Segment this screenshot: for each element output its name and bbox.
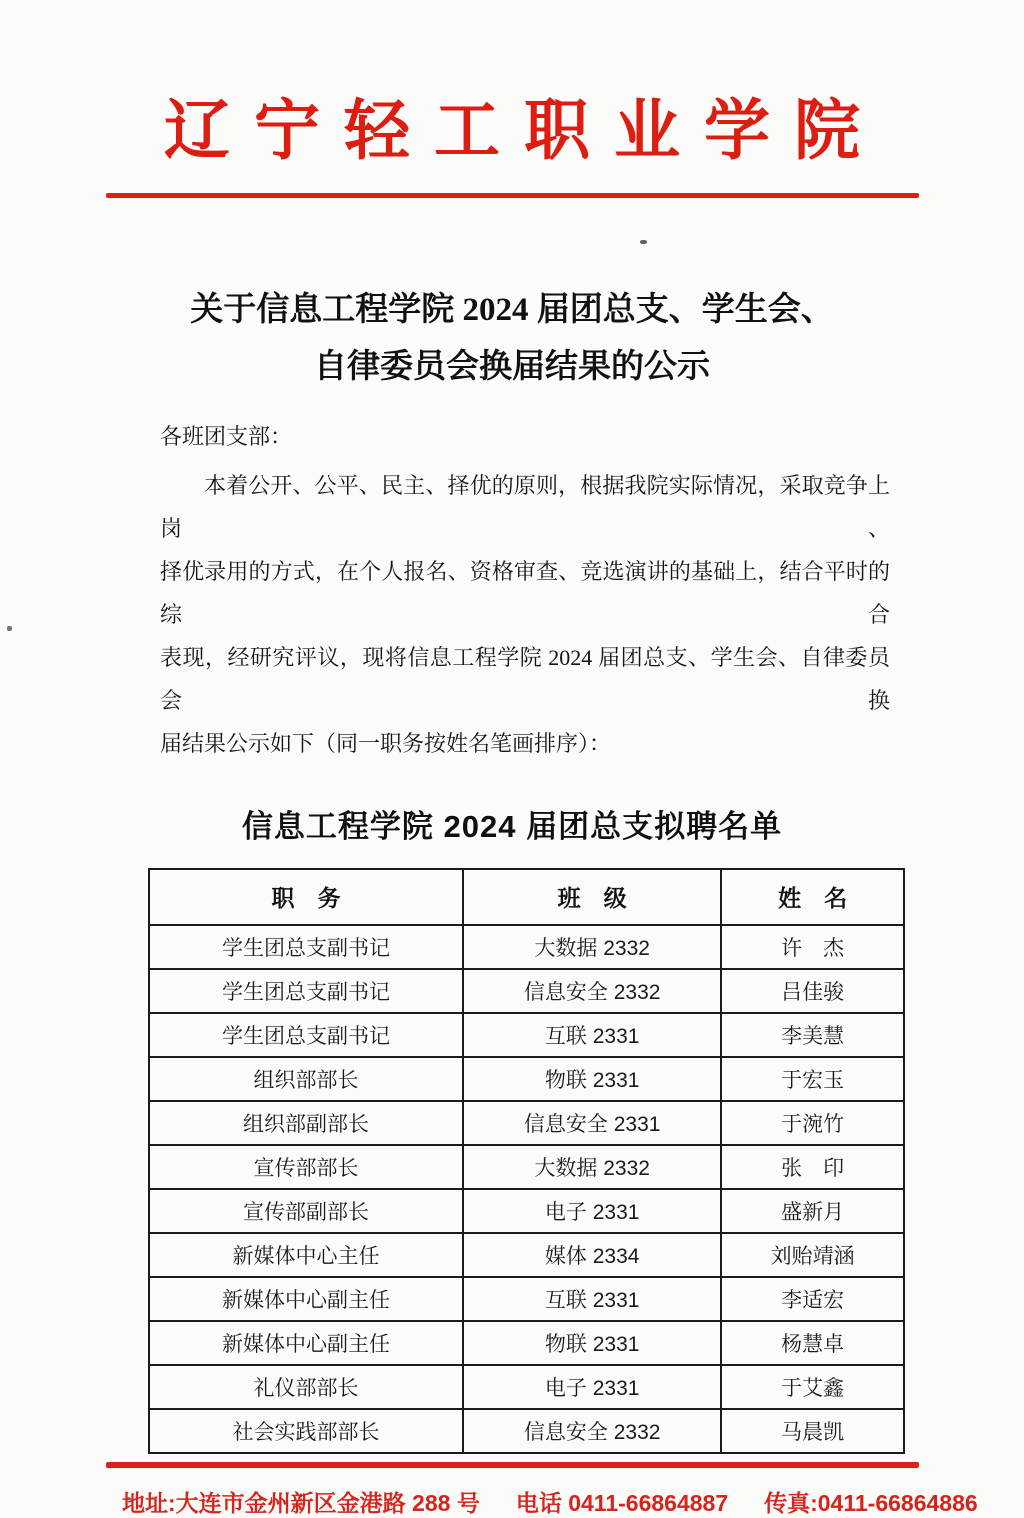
class-cell: 互联 2331 [463, 1013, 721, 1057]
class-cell: 物联 2331 [463, 1321, 721, 1365]
name-cell: 于艾鑫 [721, 1365, 904, 1409]
class-cell: 大数据 2332 [463, 925, 721, 969]
table-title: 信息工程学院 2024 届团总支拟聘名单 [241, 808, 783, 844]
position-cell: 新媒体中心副主任 [149, 1277, 463, 1321]
appointment-table [148, 868, 905, 1454]
name-cell: 李美慧 [721, 1013, 904, 1057]
name-cell: 盛新月 [721, 1189, 904, 1233]
name-cell: 杨慧卓 [721, 1321, 904, 1365]
position-cell: 宣传部部长 [149, 1145, 463, 1189]
class-cell: 信息安全 2331 [463, 1101, 721, 1145]
class-cell: 媒体 2334 [463, 1233, 721, 1277]
body-line: 本着公开、公平、民主、择优的原则，根据我院实际情况，采取竞争上岗、 [160, 472, 890, 541]
class-cell: 信息安全 2332 [463, 969, 721, 1013]
class-cell: 物联 2331 [463, 1057, 721, 1101]
column-header-class: 班 级 [463, 869, 721, 925]
class-cell: 大数据 2332 [463, 1145, 721, 1189]
footer-phone: 电话 0411-66864887 [515, 1489, 729, 1516]
table-row [149, 1057, 904, 1101]
table-header-row [149, 869, 904, 925]
table-row [149, 1321, 904, 1365]
position-cell: 学生团总支副书记 [149, 1013, 463, 1057]
position-cell: 组织部部长 [149, 1057, 463, 1101]
scan-speck [7, 626, 12, 631]
footer-fax: 传真:0411-66864886 [764, 1489, 978, 1516]
class-cell: 电子 2331 [463, 1365, 721, 1409]
table-row [149, 1365, 904, 1409]
position-cell: 社会实践部部长 [149, 1409, 463, 1453]
table-row [149, 1013, 904, 1057]
footer-address: 地址:大连市金州新区金港路 288 号 [122, 1489, 480, 1516]
class-cell: 信息安全 2332 [463, 1409, 721, 1453]
notice-title [0, 282, 1024, 396]
table-row [149, 925, 904, 969]
position-cell: 新媒体中心副主任 [149, 1321, 463, 1365]
salutation: 各班团支部： [160, 423, 293, 449]
table-row [149, 1145, 904, 1189]
position-cell: 组织部副部长 [149, 1101, 463, 1145]
position-cell: 学生团总支副书记 [149, 969, 463, 1013]
name-cell: 李适宏 [721, 1277, 904, 1321]
notice-body [160, 422, 890, 765]
column-header-position: 职 务 [149, 869, 463, 925]
name-cell: 于宏玉 [721, 1057, 904, 1101]
table-row [149, 1233, 904, 1277]
notice-title-line2: 自律委员会换届结果的公示 [314, 348, 710, 385]
class-cell: 互联 2331 [463, 1277, 721, 1321]
name-cell: 许 杰 [721, 925, 904, 969]
footer-contact-line [0, 1485, 1024, 1518]
scan-speck [640, 240, 647, 244]
position-cell: 宣传部副部长 [149, 1189, 463, 1233]
body-line: 届结果公示如下（同一职务按姓名笔画排序）： [160, 730, 612, 756]
position-cell: 礼仪部部长 [149, 1365, 463, 1409]
name-cell: 刘贻靖涵 [721, 1233, 904, 1277]
body-line: 择优录用的方式，在个人报名、资格审查、竞选演讲的基础上，结合平时的综合 [160, 558, 890, 627]
table-row [149, 1101, 904, 1145]
position-cell: 新媒体中心主任 [149, 1233, 463, 1277]
name-cell: 张 印 [721, 1145, 904, 1189]
header-divider-line [106, 193, 919, 198]
notice-title-line1: 关于信息工程学院 2024 届团总支、学生会、 [190, 291, 834, 328]
name-cell: 吕佳骏 [721, 969, 904, 1013]
name-cell: 于涴竹 [721, 1101, 904, 1145]
table-row [149, 1409, 904, 1453]
name-cell: 马晨凯 [721, 1409, 904, 1453]
class-cell: 电子 2331 [463, 1189, 721, 1233]
position-cell: 学生团总支副书记 [149, 925, 463, 969]
body-line: 表现，经研究评议，现将信息工程学院 2024 届团总支、学生会、自律委员会换 [160, 644, 890, 713]
table-row [149, 1189, 904, 1233]
column-header-name: 姓 名 [721, 869, 904, 925]
table-row [149, 969, 904, 1013]
table-row [149, 1277, 904, 1321]
footer-divider-line [106, 1462, 919, 1468]
school-name: 辽宁轻工职业学院 [164, 95, 884, 168]
